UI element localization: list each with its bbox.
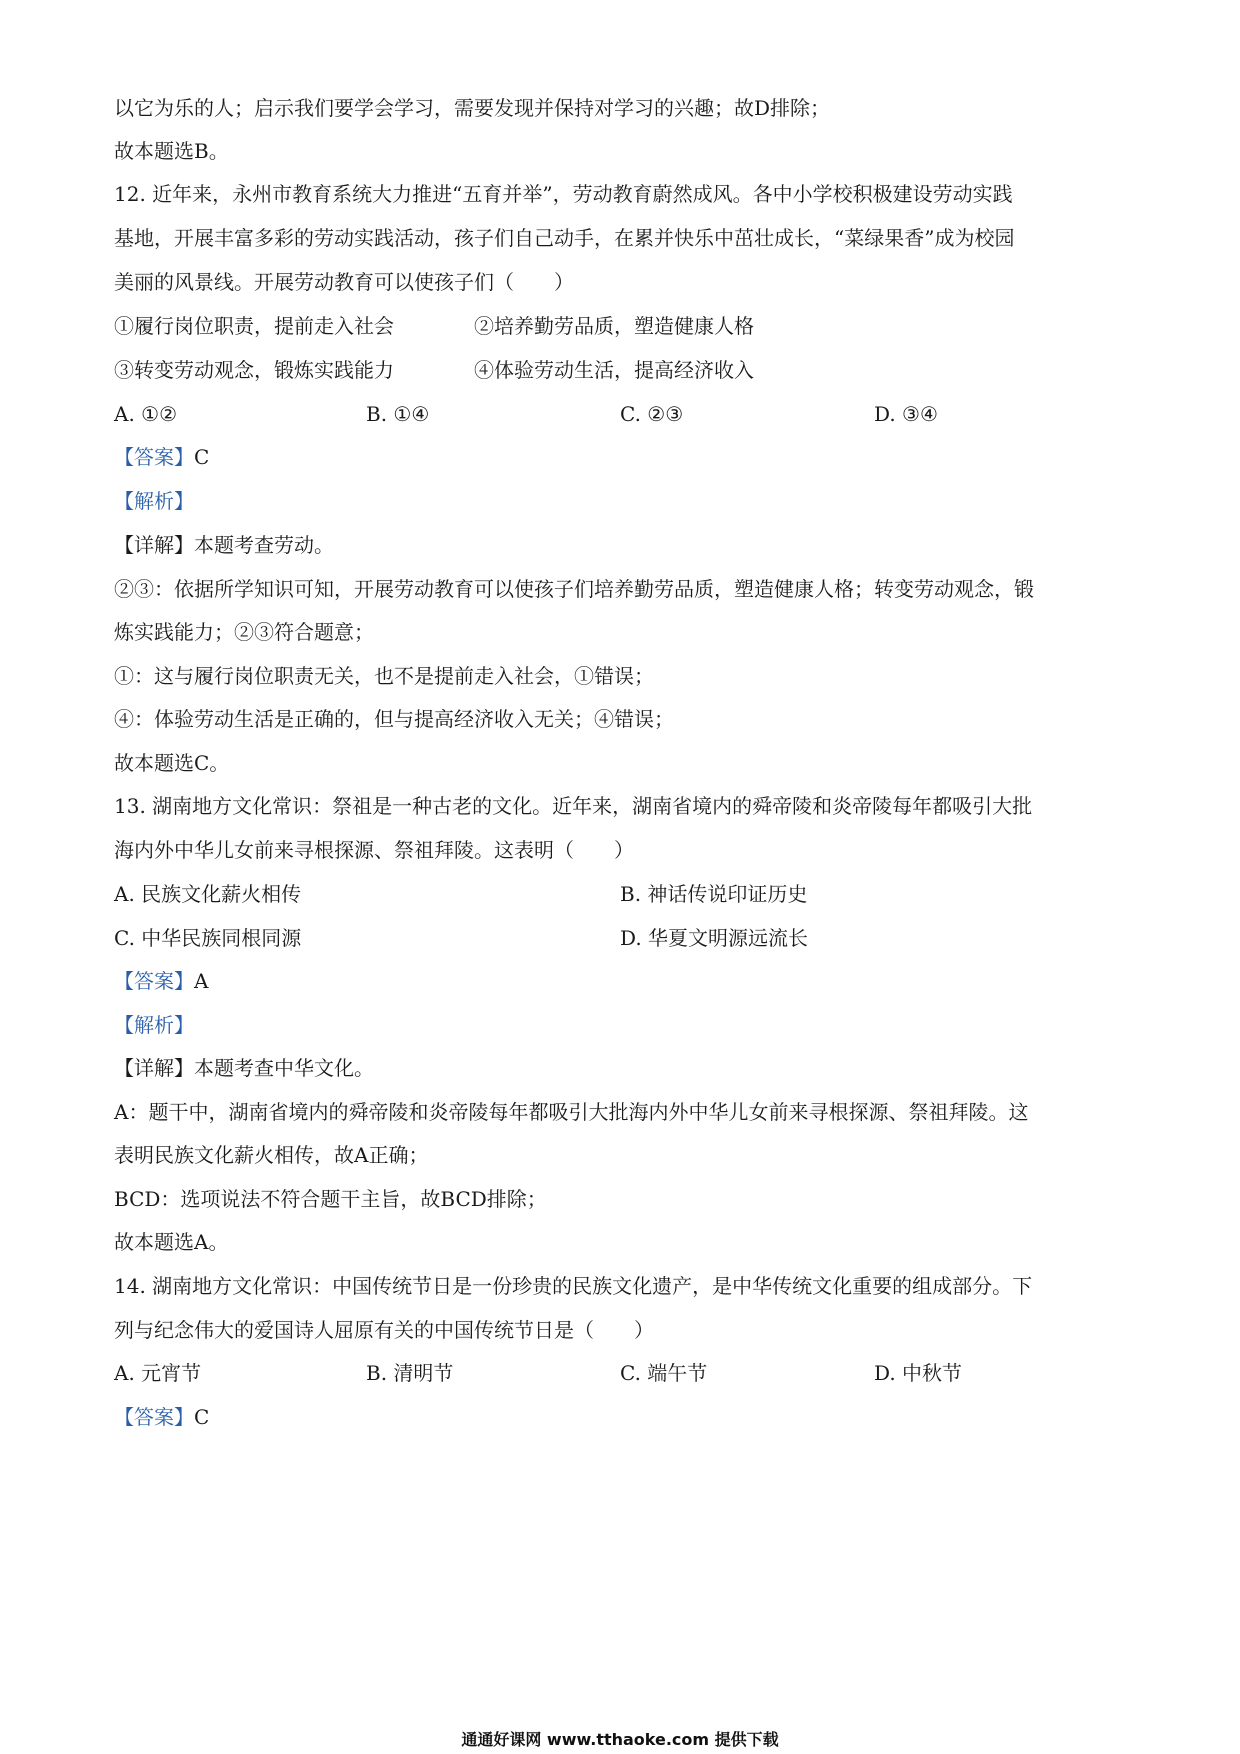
detail-line: 炼实践能力；②③符合题意； bbox=[114, 620, 374, 644]
answer-line bbox=[114, 967, 1130, 995]
option-c: C. ②③ bbox=[620, 402, 684, 426]
option-b: B. 清明节 bbox=[366, 1361, 454, 1385]
statement-item: ④体验劳动生活，提高经济收入 bbox=[474, 358, 754, 382]
analysis-line bbox=[114, 1011, 1130, 1039]
answer-value: C bbox=[194, 445, 210, 469]
question-stem-line: 列与纪念伟大的爱国诗人屈原有关的中国传统节日是（ ） bbox=[114, 1318, 654, 1342]
option-d: D. 华夏文明源远流长 bbox=[620, 926, 809, 950]
option-a: A. ①② bbox=[114, 402, 178, 426]
analysis-line bbox=[114, 487, 1130, 515]
answer-value: A bbox=[194, 969, 209, 993]
option-d: D. 中秋节 bbox=[874, 1361, 963, 1385]
question-stem-line: 海内外中华儿女前来寻根探源、祭祖拜陵。这表明（ ） bbox=[114, 838, 634, 862]
text-line: 以它为乐的人；启示我们要学会学习，需要发现并保持对学习的兴趣；故D排除； bbox=[114, 96, 831, 120]
detail-line: BCD：选项说法不符合题干主旨，故BCD排除； bbox=[114, 1187, 547, 1211]
answer-tag: 【答案】 bbox=[114, 445, 194, 469]
detail-line: 表明民族文化薪火相传，故A正确； bbox=[114, 1143, 429, 1167]
option-c: C. 端午节 bbox=[620, 1361, 708, 1385]
analysis-tag: 【解析】 bbox=[114, 1013, 194, 1037]
statement-item: ①履行岗位职责，提前走入社会 bbox=[114, 314, 394, 338]
answer-value: C bbox=[194, 1405, 210, 1429]
analysis-tag: 【解析】 bbox=[114, 489, 194, 513]
detail-line: ④：体验劳动生活是正确的，但与提高经济收入无关；④错误； bbox=[114, 707, 674, 731]
page-footer: 通通好课网 www.tthaoke.com 提供下载 bbox=[461, 1730, 779, 1749]
detail-line: 【详解】本题考查中华文化。 bbox=[114, 1056, 374, 1080]
question-stem-line: 13. 湖南地方文化常识：祭祖是一种古老的文化。近年来，湖南省境内的舜帝陵和炎帝陵每年都吸引大批 bbox=[114, 794, 1033, 818]
option-a: A. 民族文化薪火相传 bbox=[114, 882, 302, 906]
option-b: B. ①④ bbox=[366, 402, 430, 426]
detail-line: ②③：依据所学知识可知，开展劳动教育可以使孩子们培养勤劳品质，塑造健康人格；转变劳动观念，锻 bbox=[114, 577, 1034, 601]
question-stem-line: 14. 湖南地方文化常识：中国传统节日是一份珍贵的民族文化遗产，是中华传统文化重要的组成部分。下 bbox=[114, 1274, 1033, 1298]
detail-line: 故本题选C。 bbox=[114, 751, 230, 775]
statement-item: ②培养勤劳品质，塑造健康人格 bbox=[474, 314, 754, 338]
detail-line: A：题干中，湖南省境内的舜帝陵和炎帝陵每年都吸引大批海内外中华儿女前来寻根探源、祭祖拜陵。这 bbox=[114, 1100, 1029, 1124]
answer-line bbox=[114, 1403, 1130, 1431]
option-a: A. 元宵节 bbox=[114, 1361, 202, 1385]
text-line: 故本题选B。 bbox=[114, 139, 229, 163]
statement-item: ③转变劳动观念，锻炼实践能力 bbox=[114, 358, 394, 382]
option-d: D. ③④ bbox=[874, 402, 938, 426]
answer-tag: 【答案】 bbox=[114, 969, 194, 993]
detail-line: 【详解】本题考查劳动。 bbox=[114, 533, 334, 557]
option-c: C. 中华民族同根同源 bbox=[114, 926, 302, 950]
answer-line bbox=[114, 443, 1130, 471]
option-b: B. 神话传说印证历史 bbox=[620, 882, 808, 906]
detail-line: ①：这与履行岗位职责无关，也不是提前走入社会，①错误； bbox=[114, 664, 654, 688]
question-stem-line: 12. 近年来，永州市教育系统大力推进“五育并举”，劳动教育蔚然成风。各中小学校积极建设劳动实践 bbox=[114, 182, 1013, 206]
detail-line: 故本题选A。 bbox=[114, 1230, 229, 1254]
answer-tag: 【答案】 bbox=[114, 1405, 194, 1429]
question-stem-line: 基地，开展丰富多彩的劳动实践活动，孩子们自己动手，在累并快乐中茁壮成长，“菜绿果香”成为校园 bbox=[114, 226, 1015, 250]
question-stem-line: 美丽的风景线。开展劳动教育可以使孩子们（ ） bbox=[114, 270, 574, 294]
